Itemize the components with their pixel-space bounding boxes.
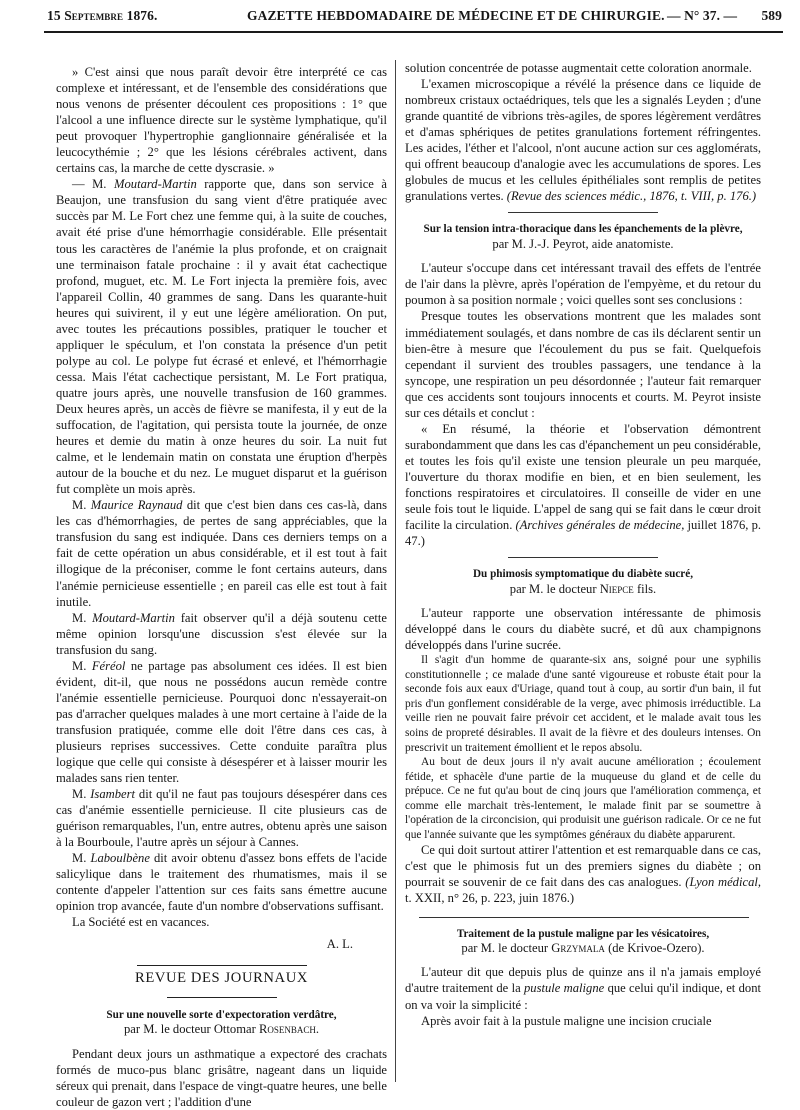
paragraph: L'auteur s'occupe dans cet intéressant travail des effets de l'entrée de l'air dans la plèvre, après l'opération de l'empyème, et du retour du poumon à sa position normale ; voici quelles sont ses conclusions : [405,261,761,308]
article-author: par M. le docteur Niepce fils. [509,581,657,596]
article-title: Traitement de la pustule maligne par les vésicatoires, [456,927,710,940]
paragraph: Pendant deux jours un asthmatique a expectoré des crachats formés de muco-pus blanc grisâtre, nageant dans un liquide séreux qui prenait, dans l'espace de vingt-quatre heures, une belle couleur de gazon vert ; l'addition d'une [56,1046,387,1109]
header-rule [44,31,783,33]
speaker-name: Moutard-Martin [113,177,197,192]
left-column [56,64,387,1110]
paragraph: M. Isambert dit qu'il ne faut pas toujours désespérer dans ces cas d'anémie essentielle pernicieuse. Il cite plusieurs cas de guérison remarquables, l'un, entre autres, obtenu après une saison à la Bourboule, l'autre après un séjour à Cannes. [56,787,387,850]
paragraph: L'examen microscopique a révélé la présence dans ce liquide de nombreux cristaux octaédriques, tels que les a signalés Leyden ; d'une grande quantité de vibrions très-agiles, de spores légèrement verdâtres et d'amas sphériques de petites granulations fortement réfringentes. Les acides, l'éther et l'alcool, n'ont aucune action sur ces agglomérats, qui offrent beaucoup d'analogie avec les accumulations de spores. Les globules de mucus et les cellules épithéliales sont remplis de petites granulations vertes. (Revue des sciences médic., 1876, t. VIII, p. 176.) [405,77,761,204]
paragraph: L'auteur dit que depuis plus de quinze ans il n'a jamais employé d'autre traitement de la pustule maligne que celui qu'il indique, et dont on va voir la simplicité : [405,965,761,1012]
header-date: 15 Septembre 1876. [47,8,158,23]
section-rule [167,997,277,998]
paragraph: M. Maurice Raynaud dit que c'est bien dans ces cas-là, dans les cas d'hémorrhagies, de pertes de sang appréciables, que la transfusion du sang est indiquée. Dans ces derniers temps on a fait de cette opération un abus considérable, et il est tout à fait illogique de la préconiser, comme le font certains auteurs, dans l'anémie pernicieuse essentielle ; en pareil cas elle est tout à fait inutile. [56,498,387,609]
paragraph: M. Féréol ne partage pas absolument ces idées. Il est bien évident, dit-il, que nous ne possédons aucun remède contre l'anémie essentielle pernicieuse. Pourquoi donc n'essayerait-on pas d'arracher quelques malades à une mort certaine à l'aide de la transfusion pratiquée, comme elle doit l'être dans ces cas, à plusieurs reprises successives. Cette conduite paraîtra plus logique que celle qui consiste à désespérer et à laisser mourir les malades sans rien tenter. [56,658,387,786]
right-column [405,60,761,1029]
paragraph: Au bout de deux jours il n'y avait aucune amélioration ; écoulement fétide, et sphacèle d'une partie de la muqueuse du gland et de celle du prépuce. Ce ne fut qu'au bout de cinq jours que l'amélioration commença, et comme elle marchait très-lentement, le malade finit par se soumettre à l'opération de la circoncision, qui produisit une guérison radicale. Or ce ne fut que l'année suivante que les symptômes généraux du diabète apparurent. [405,756,761,841]
article-title: Du phimosis symptomatique du diabète sucré, [472,568,694,581]
journal-title: GAZETTE HEBDOMADAIRE DE MÉDECINE ET DE CHIRURGIE. [247,8,665,23]
article-title: Sur une nouvelle sorte d'expectoration verdâtre, [106,1008,337,1021]
paragraph: » C'est ainsi que nous paraît devoir être interprété ce cas complexe et intéressant, et de l'ensemble des considérations que nous venons de présenter découlent ces propositions : 1° que l'alcool a une influence directe sur le système lymphatique, qu'il peut provoquer l'hypertrophie ganglionnaire généralisée et la leucocythémie ; 2° que les lésions cérébrales activent, dans certains cas, la marche de cette dyscrasie. » [56,65,387,176]
paragraph: « En résumé, la théorie et l'observation démontrent surabondamment que dans les cas d'épanchement un peu considérable, et toutes les fois qu'il existe une tension pleurale un peu marquée, l'ouverture du thorax modifie en bien, et en bien seulement, les fonctions respiratoires et circulatoires. Il conseille de vider en une seule fois tout le liquide. L'appel de sang qui se fait dans le cœur droit facilite la circulation. (Archives générales de médecine, juillet 1876, p. 47.) [405,421,762,549]
section-title: REVUE DES JOURNAUX [135,969,308,986]
running-header [47,2,782,30]
paragraph: solution concentrée de potasse augmentait cette coloration anormale. [405,61,752,75]
page-number: 589 [761,8,782,23]
article-separator [508,212,658,213]
article-author: par M. J.-J. Peyrot, aide anatomiste. [492,236,674,251]
paragraph: M. Moutard-Martin fait observer qu'il a déjà soutenu cette même opinion lorsqu'une discussion s'est élevée sur la transfusion du sang. [56,610,387,657]
paragraph: L'auteur rapporte une observation intéressante de phimosis développé dans le cours du diabète sucré, et dû aux champignons développés dans l'urine sucrée. [405,606,761,653]
speaker-name: Féréol [91,658,126,673]
article-separator [419,917,749,918]
article-author: par M. le docteur Grzymala (de Krivoe-Ozero). [461,941,705,956]
paragraph: Ce qui doit surtout attirer l'attention et est remarquable dans ce cas, c'est que le phimosis fut un des premiers signes du diabète ; on pourrait se souvenir de ce fait dans des cas analogues. (Lyon médical, t. XXII, n° 26, p. 223, juin 1876.) [405,843,762,906]
signature: A. L. [326,936,353,951]
paragraph: La Société est en vacances. [72,915,210,930]
column-divider [395,60,396,1082]
speaker-name: Laboulbène [90,851,150,866]
paragraph: M. Laboulbène dit avoir obtenu d'assez bons effets de l'acide salicylique dans le traitement des rhumatismes, mais il se contente d'appeler l'attention sur ces faits sans émettre aucune opinion trop avancée, faute d'un nombre d'observations suffisant. [56,851,387,914]
paragraph: Il s'agit d'un homme de quarante-six ans, soigné pour une syphilis constitutionnelle ; ce malade d'une santé vigoureuse et robuste était pour la seconde fois aux eaux d'Uriage, quand tout à coup, au sortir d'un bain, il fut pris d'un gonflement considérable de la verge, avec phimosis irréductible. La veille rien ne pouvait faire prévoir cet accident, et le malade avait tous les soins de propreté désirables. Il avait de la fièvre et des douleurs intenses. On prescrivit un traitement émollient et le repos absolu. [405,654,761,754]
article-separator [508,557,658,558]
citation: (Lyon médical, [685,875,762,890]
issue-number: — N° 37. — [667,8,738,23]
citation: (Revue des sciences médic., 1876, t. VIII, p. 176.) [506,189,757,204]
paragraph: Presque toutes les observations montrent que les malades sont immédiatement soulagés, et dans nombre de cas ils déclarent sentir un bien-être à mesure que l'écoulement du pus se fait. Quelquefois cependant il survient des troubles passagers, une tendance à la syncope, une respiration un peu désordonnée ; l'auteur fait remarquer que ces accidents sont toujours innocents et courts. M. Peyrot insiste sur ces détails et conclut : [405,309,761,420]
paragraph: — M. Moutard-Martin rapporte que, dans son service à Beaujon, une transfusion du sang vient d'être pratiquée avec succès par M. Le Fort chez une femme qui, à la suite de couches, avait été prise d'une hémorrhagie considérable. Elle présentait tous les caractères de l'anémie la plus profonde, et on craignait une terminaison fatale prochaine : il y avait état cachectique profond, muguet, etc. M. Le Fort injecta la première fois, avec l'appareil Collin, 40 grammes de sang. Dans les quarante-huit heures qui suivirent, il y eut une légère amélioration. On put, avec toutes les précautions possibles, pratiquer le toucher et appliquer le spéculum, et l'on constata la présence d'un petit polype au col. Le polype fut écrasé et enlevé, et l'hémorrhagie cessa. Mais l'état cachectique persistant, M. Le Fort pratiqua, quatre jours après, une nouvelle transfusion de 160 grammes. Deux heures après, un accès de fièvre se manifesta, il y eut de la suffocation, de l'agitation, qui persista toute la journée, de onze heures et demie du matin à onze heures du soir. La nuit fut calme, et le lendemain matin on constata une éruption d'herpès autour de la bouche et du nez. Le muguet disparut et la guérison fut complète un mois après. [56,177,387,497]
speaker-name: Moutard-Martin [92,610,175,625]
section-rule [137,965,307,966]
citation: (Archives générales de médecine, [515,518,685,533]
speaker-name: Maurice Raynaud [90,498,183,513]
article-author: par M. le docteur Ottomar Rosenbach. [123,1022,320,1037]
paragraph: Après avoir fait à la pustule maligne une incision cruciale [421,1013,712,1028]
article-title: Sur la tension intra-thoracique dans les épanchements de la plèvre, [423,223,743,236]
speaker-name: Isambert [90,787,136,802]
